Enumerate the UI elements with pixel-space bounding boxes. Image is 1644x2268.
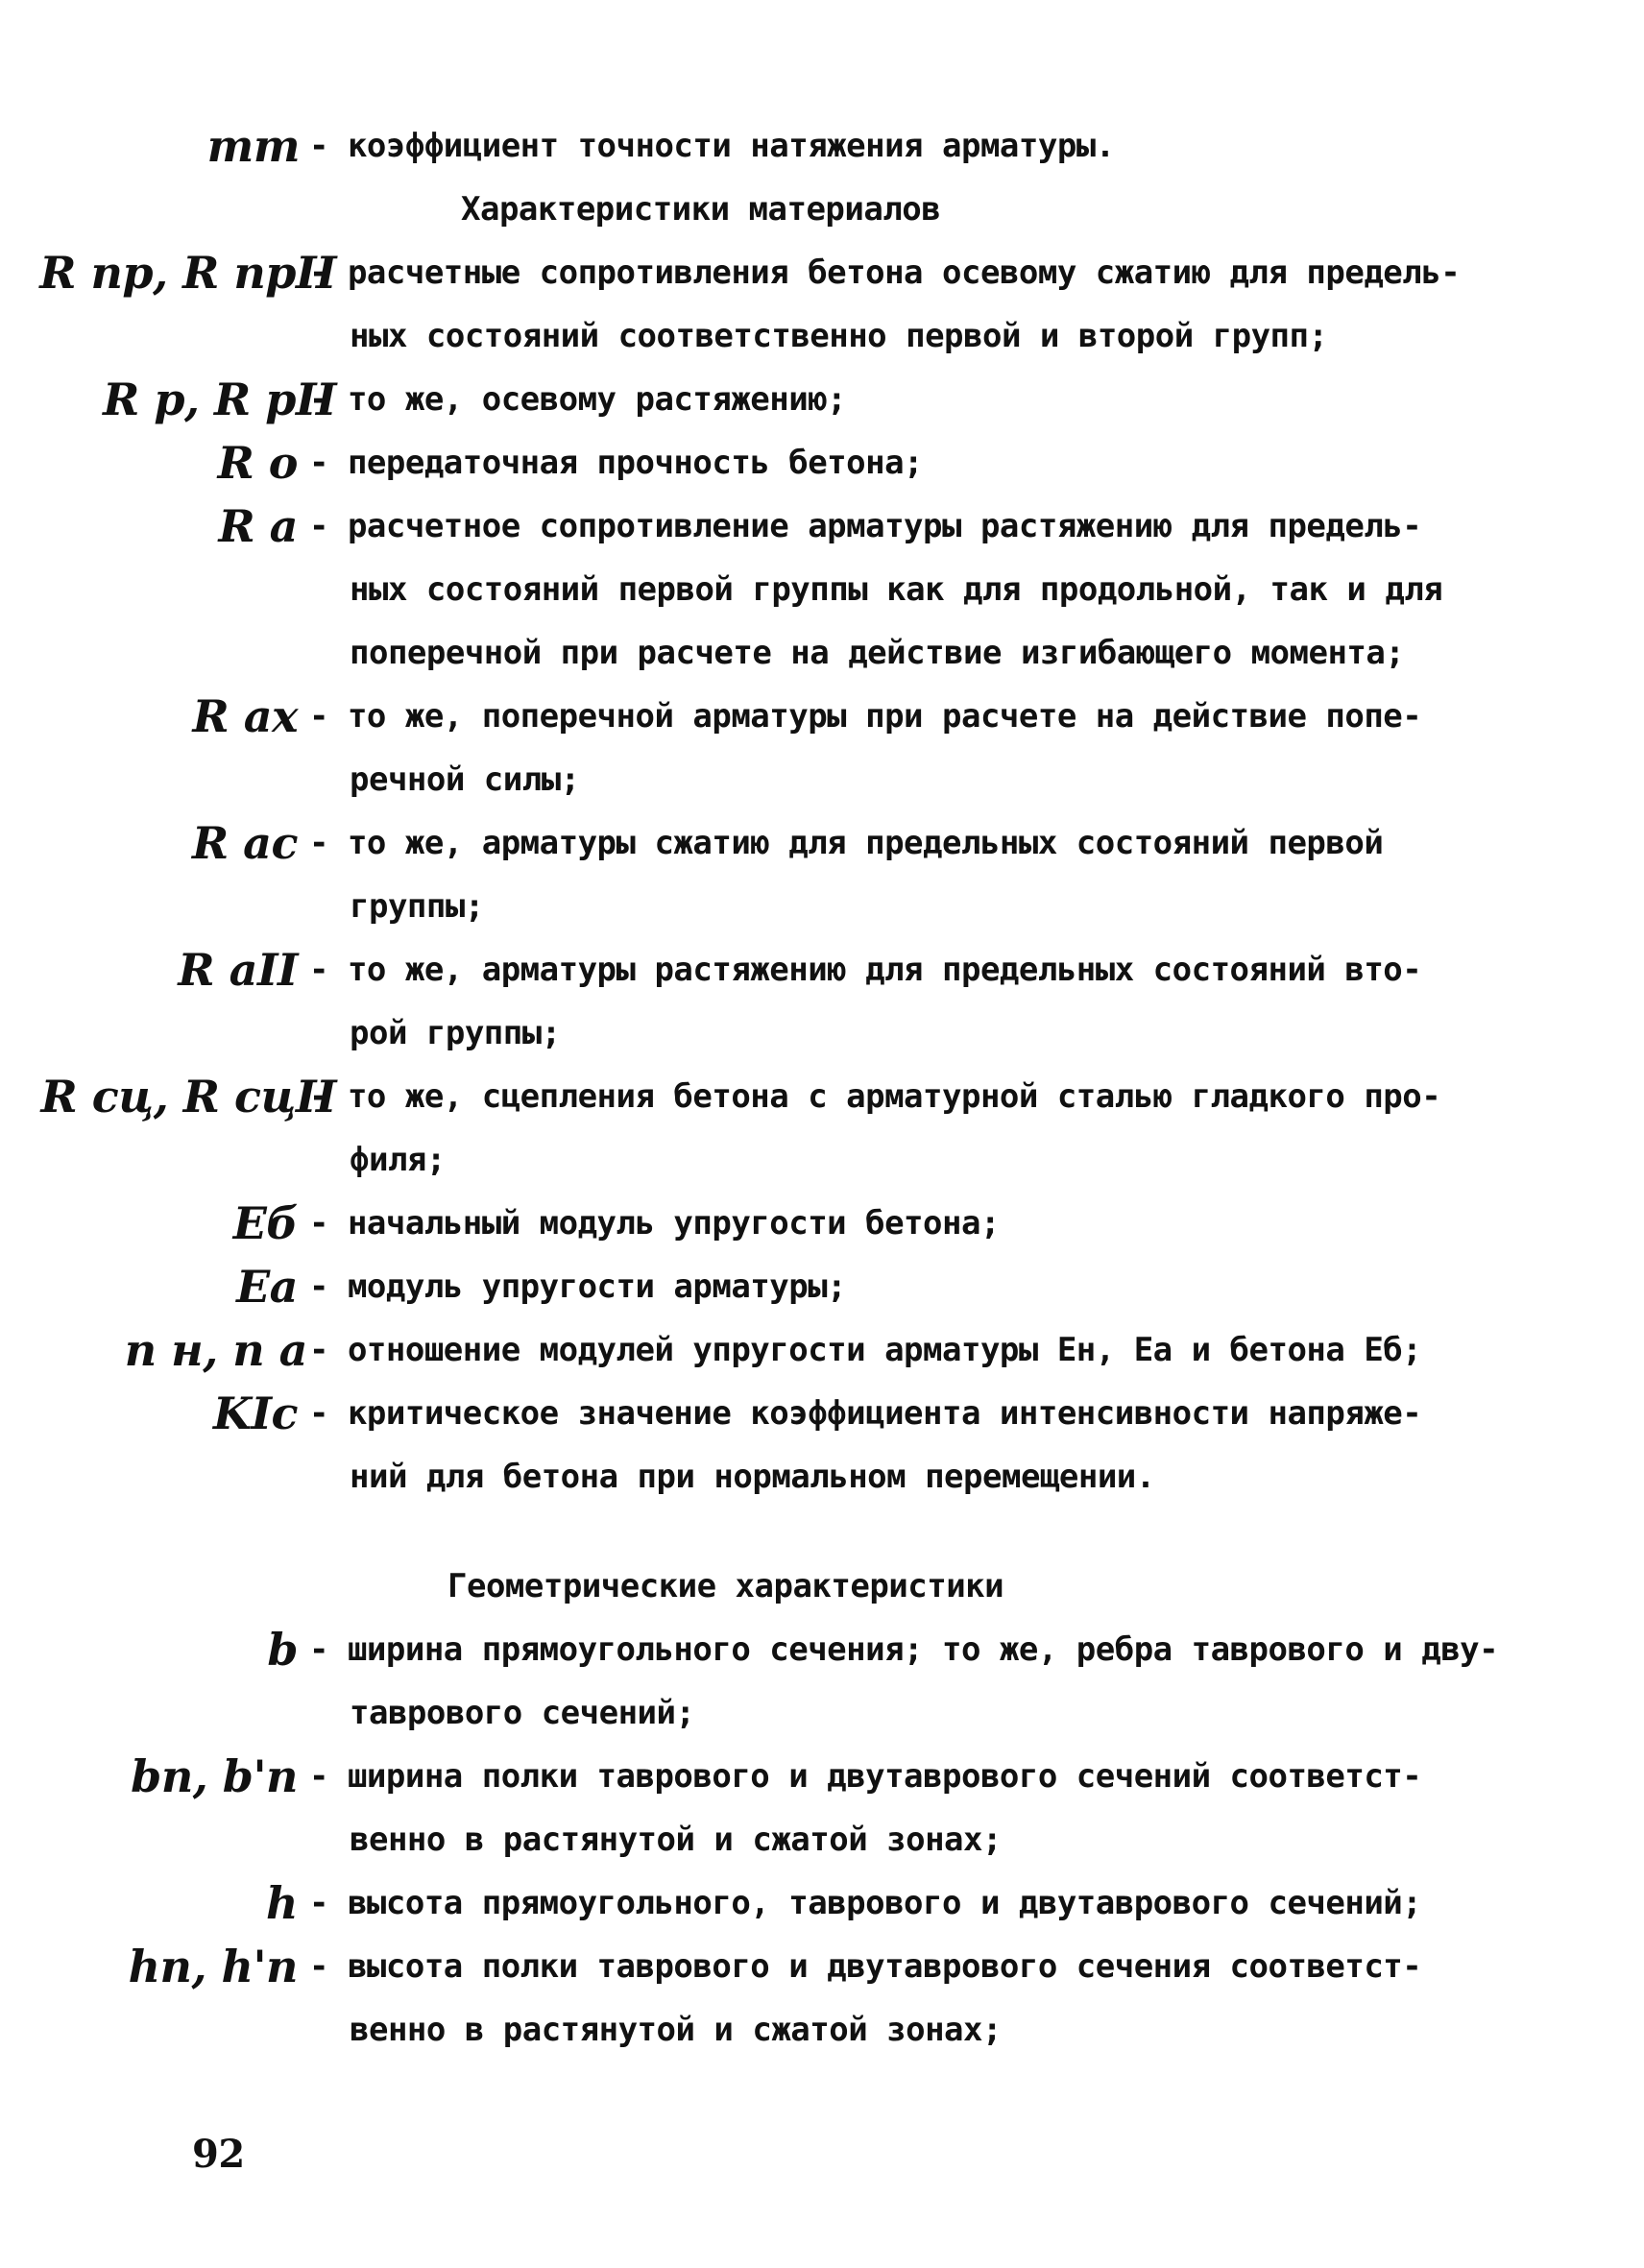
- symbol-h-p: hп, h'п: [128, 1941, 298, 1992]
- section-heading-materials: Характеристики материалов: [461, 190, 941, 229]
- symbol-e-a: Eа: [236, 1261, 298, 1313]
- definition-line: - высота полки таврового и двутаврового сечения соответст-: [309, 1947, 1422, 1986]
- symbol-r-sc: R сц, R сцII: [40, 1071, 336, 1122]
- definition-line: группы;: [350, 887, 484, 926]
- definition-line: - передаточная прочность бетона;: [309, 444, 924, 482]
- symbol-h: h: [266, 1877, 298, 1929]
- symbol-r-pr: R пр, R прII: [39, 247, 336, 299]
- symbol-r-a: R а: [218, 500, 298, 552]
- definition-line: - модуль упругости арматуры;: [309, 1267, 847, 1306]
- symbol-r-ac: R ас: [191, 817, 298, 869]
- definition-line: - то же, арматуры сжатию для предельных состояний первой: [309, 824, 1384, 862]
- definition-line: таврового сечений;: [350, 1694, 695, 1732]
- symbol-b: b: [267, 1624, 298, 1676]
- definition-line: - расчетные сопротивления бетона осевому сжатию для предель-: [309, 253, 1461, 292]
- definition-line: венно в растянутой и сжатой зонах;: [350, 1821, 1002, 1859]
- definition-line: - ширина прямоугольного сечения; то же, ребра таврового и дву-: [309, 1630, 1499, 1669]
- definition-line: ний для бетона при нормальном перемещении.: [350, 1458, 1155, 1496]
- definition-line: венно в растянутой и сжатой зонах;: [350, 2011, 1002, 2049]
- symbol-r-o: R о: [217, 437, 298, 489]
- definition-line: - отношение модулей упругости арматуры Eн, Eа и бетона Eб;: [309, 1331, 1422, 1369]
- definition-line: - высота прямоугольного, таврового и двутаврового сечений;: [309, 1884, 1422, 1922]
- symbol-r-ax: R ах: [192, 690, 298, 742]
- section-heading-geometry: Геометрические характеристики: [447, 1567, 1004, 1605]
- symbol-m-t: mт: [206, 120, 300, 172]
- definition-line: ных состояний соответственно первой и второй групп;: [350, 317, 1328, 355]
- page-number: 92: [192, 2132, 245, 2177]
- symbol-b-p: bп, b'п: [131, 1750, 298, 1802]
- definition-line: поперечной при расчете на действие изгибающего момента;: [350, 634, 1405, 672]
- definition-line: речной силы;: [350, 760, 580, 799]
- definition-line: - то же, сцепления бетона с арматурной сталью гладкого про-: [309, 1077, 1441, 1116]
- definition-line: филя;: [350, 1141, 446, 1179]
- definition-line: - начальный модуль упругости бетона;: [309, 1204, 1000, 1243]
- definition-line: - расчетное сопротивление арматуры растяжению для предель-: [309, 507, 1422, 545]
- symbol-k-ic: KIc: [212, 1387, 298, 1439]
- definition-line: рой группы;: [350, 1014, 561, 1052]
- definition-line: ных состояний первой группы как для продольной, так и для: [350, 570, 1443, 609]
- symbol-n-n: n н, n а: [124, 1324, 307, 1376]
- definition-line: - то же, поперечной арматуры при расчете на действие попе-: [309, 697, 1422, 736]
- definition-line: - ширина полки таврового и двутаврового сечений соответст-: [309, 1757, 1422, 1796]
- definition-line: - то же, осевому растяжению;: [309, 380, 847, 419]
- symbol-e-b: Eб: [232, 1197, 298, 1249]
- intro-line: - коэффициент точности натяжения арматуры.: [309, 127, 1115, 165]
- definition-line: - критическое значение коэффициента интенсивности напряже-: [309, 1394, 1422, 1433]
- definition-line: - то же, арматуры растяжению для предельных состояний вто-: [309, 951, 1422, 989]
- symbol-r-p: R р, R рII: [103, 374, 336, 425]
- symbol-r-a-ii: R аII: [178, 944, 298, 996]
